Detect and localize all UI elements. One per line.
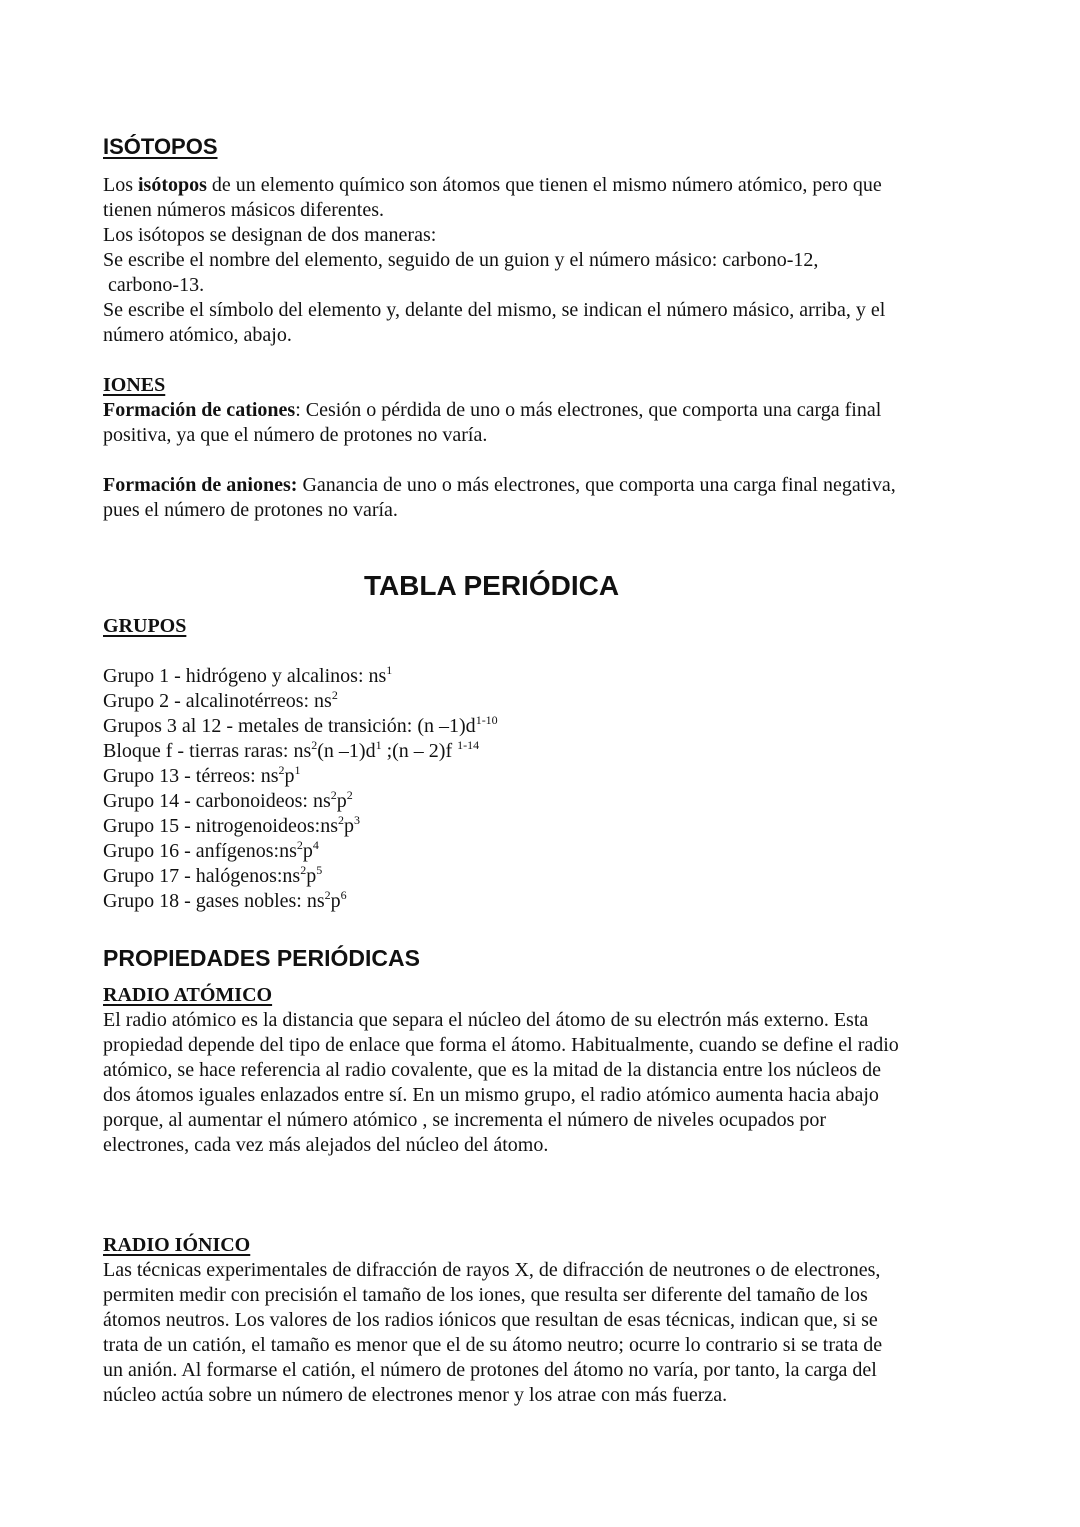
text-line: Los isótopos se designan de dos maneras: [103,224,437,246]
text-line: Formación de cationes: Cesión o pérdida de uno o más electrones, que comporta una carga final [103,399,882,421]
text-line: Formación de aniones: Ganancia de uno o más electrones, que comporta una carga final negativa, [103,474,896,496]
section-heading-grupos: GRUPOS [103,615,187,637]
list-item: Grupo 2 - alcalinotérreos: $ns^2$ [103,688,338,712]
cationes-paragraph [103,398,983,448]
text-line: número atómico, abajo. [103,324,292,346]
list-item: Grupo 13 - térreos: $ns^2p^1$ [103,763,301,787]
text-line: Se escribe el símbolo del elemento y, delante del mismo, se indican el número másico, arriba, y el [103,299,886,321]
text-line: Las técnicas experimentales de difracción de rayos X, de difracción de neutrones o de electrones, [103,1259,881,1281]
text-line: propiedad depende del tipo de enlace que forma el átomo. Habitualmente, cuando se define el radio [103,1034,899,1056]
text-line: trata de un catión, el tamaño es menor que el de su átomo neutro; ocurre lo contrario si se trata de [103,1334,883,1356]
page-title: TABLA PERIÓDICA [363,570,620,601]
list-item: Grupo $15 - nitrogenoideos:ns^2p^3$ [103,813,360,837]
radio-ionico-paragraph [103,1258,983,1408]
text-line: porque, al aumentar el número atómico , se incrementa el número de niveles ocupados por [103,1109,827,1131]
text-line: atómico, se hace referencia al radio covalente, que es la mitad de la distancia entre los núcleos de [103,1059,881,1081]
text-line: permiten medir con precisión el tamaño de los iones, que resulta ser diferente del tamaño de los [103,1284,868,1306]
text-line: Los isótopos de un elemento químico son átomos que tienen el mismo número atómico, pero que [103,174,882,196]
isotopos-paragraph [103,173,983,348]
list-item: Grupos 3 al 12 - metales de transición: (n $-1)d^{1-10}$ [103,713,498,737]
text-line: pues el número de protones no varía. [103,499,398,521]
text-line: átomos neutros. Los valores de los radios iónicos que resultan de esas técnicas, indican que, si se [103,1309,878,1331]
list-item: Grupo $17 - halógenos:ns^2p^5$ [103,863,323,887]
radio-atomico-paragraph [103,1008,983,1158]
bold-term: isótopos [138,174,207,196]
list-item: Grupo $16 - anfígenos:ns^2p^4$ [103,838,319,862]
list-item: Bloque f - tierras raras: $ns^2(n$ $-1)d^1$ ;(n – 2)f $^{1-14}$ [103,738,480,762]
aniones-label: Formación de aniones: [103,474,298,496]
section-heading-isotopos: ISÓTOPOS [103,134,218,159]
text-line: positiva, ya que el número de protones no varía. [103,424,488,446]
groups-list [103,664,498,914]
text-line: tienen números másicos diferentes. [103,199,385,221]
text-line: El radio atómico es la distancia que separa el núcleo del átomo de su electrón más externo. Esta [103,1009,869,1031]
text-line: carbono-13. [103,274,205,296]
text-line: Se escribe el nombre del elemento, seguido de un guion y el número másico: carbono-12, [103,249,819,271]
text-line: dos átomos iguales enlazados entre sí. En un mismo grupo, el radio atómico aumenta hacia abajo [103,1084,879,1106]
list-item: Grupo 14 - carbonoideos: $ns^2p^2$ [103,788,353,812]
aniones-paragraph [103,473,983,523]
list-item: Grupo 18 - gases nobles: $ns^2p^6$ [103,888,347,912]
subsection-heading-radio-ionico: RADIO IÓNICO [103,1234,251,1256]
text-line: núcleo actúa sobre un número de electrones menor y los atrae con más fuerza. [103,1384,728,1406]
list-item: Grupo 1 - hidrógeno y alcalinos: $ns^1$ [103,663,393,687]
text-line: un anión. Al formarse el catión, el número de protones del átomo no varía, por tanto, la carga del [103,1359,877,1381]
text-line: electrones, cada vez más alejados del núcleo del átomo. [103,1134,549,1156]
section-heading-iones: IONES [103,374,166,396]
section-heading-propiedades: PROPIEDADES PERIÓDICAS [103,945,420,971]
subsection-heading-radio-atomico: RADIO ATÓMICO [103,984,273,1006]
cationes-label: Formación de cationes [103,399,296,421]
